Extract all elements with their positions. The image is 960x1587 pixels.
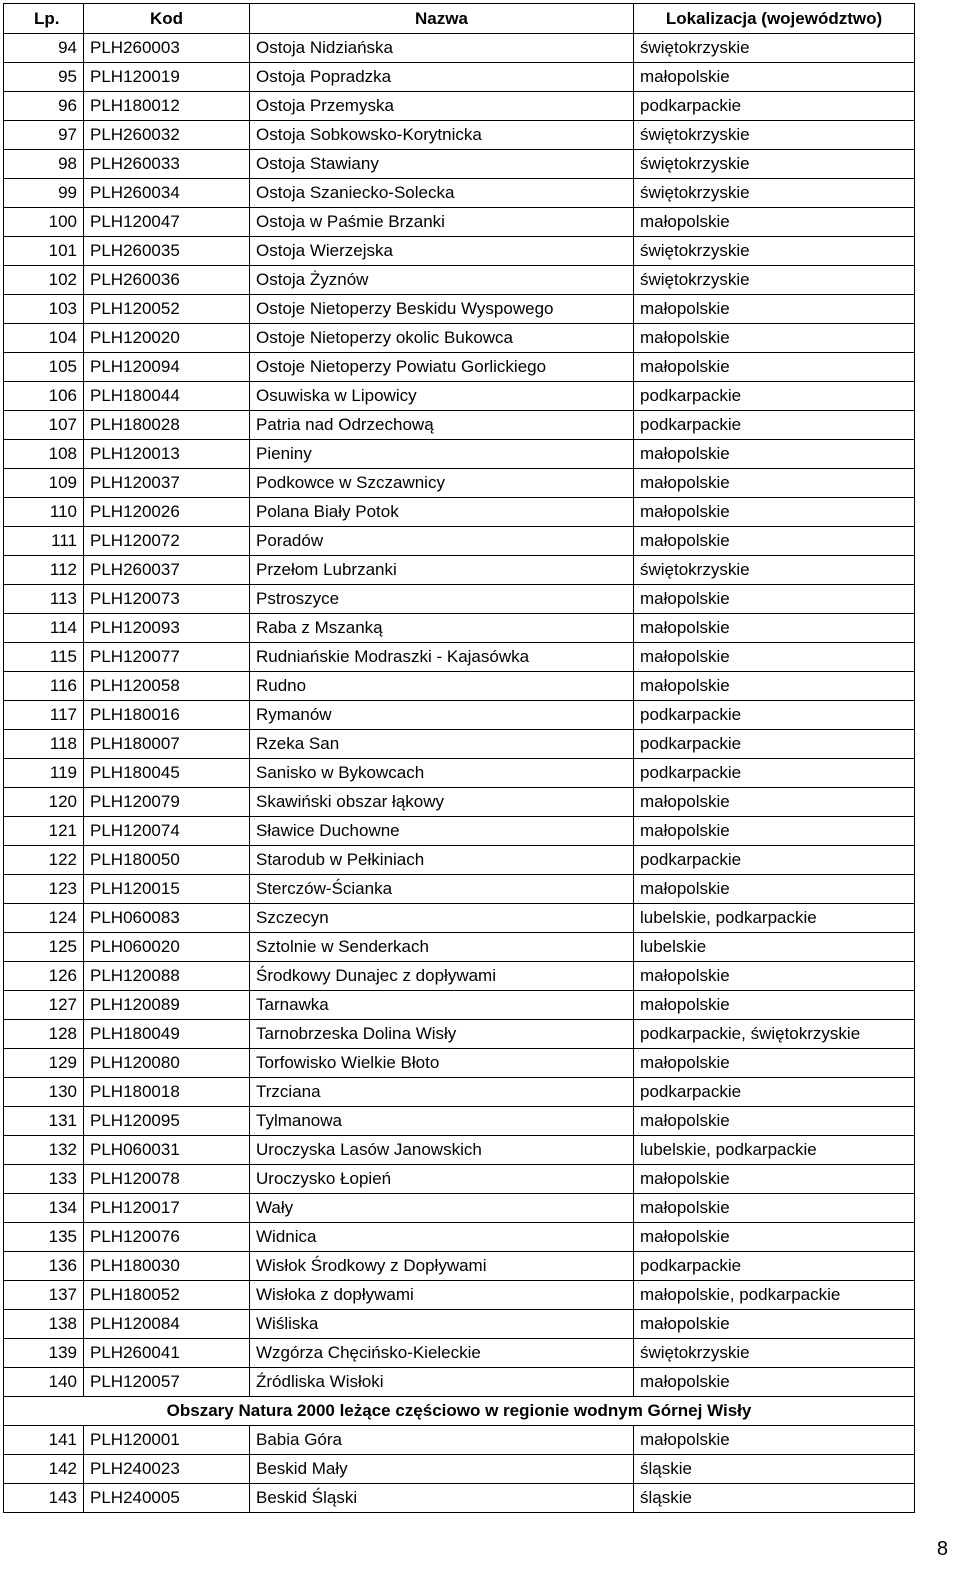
table-row — [4, 817, 915, 846]
table-row — [4, 614, 915, 643]
cell-kod: PLH120026 — [84, 498, 250, 527]
cell-nazwa: Poradów — [250, 527, 634, 556]
cell-lokalizacja: małopolskie — [634, 353, 915, 382]
natura-sites-table — [3, 3, 915, 1513]
cell-nazwa: Przełom Lubrzanki — [250, 556, 634, 585]
cell-lokalizacja: świętokrzyskie — [634, 179, 915, 208]
cell-lp: 114 — [4, 614, 84, 643]
cell-nazwa: Rymanów — [250, 701, 634, 730]
cell-lp: 143 — [4, 1484, 84, 1513]
cell-kod: PLH060083 — [84, 904, 250, 933]
table-row — [4, 1020, 915, 1049]
cell-kod: PLH120088 — [84, 962, 250, 991]
cell-nazwa: Sanisko w Bykowcach — [250, 759, 634, 788]
cell-lp: 133 — [4, 1165, 84, 1194]
table-row — [4, 1310, 915, 1339]
cell-lp: 124 — [4, 904, 84, 933]
cell-nazwa: Ostoja w Paśmie Brzanki — [250, 208, 634, 237]
cell-lokalizacja: śląskie — [634, 1455, 915, 1484]
cell-lp: 101 — [4, 237, 84, 266]
cell-nazwa: Beskid Śląski — [250, 1484, 634, 1513]
cell-lp: 126 — [4, 962, 84, 991]
cell-lp: 135 — [4, 1223, 84, 1252]
cell-nazwa: Wisłok Środkowy z Dopływami — [250, 1252, 634, 1281]
table-row — [4, 266, 915, 295]
cell-lp: 97 — [4, 121, 84, 150]
table-row — [4, 1078, 915, 1107]
cell-lokalizacja: małopolskie — [634, 962, 915, 991]
cell-nazwa: Szczecyn — [250, 904, 634, 933]
section-title: Obszary Natura 2000 leżące częściowo w regionie wodnym Górnej Wisły — [4, 1397, 915, 1426]
cell-lp: 132 — [4, 1136, 84, 1165]
cell-lokalizacja: małopolskie — [634, 63, 915, 92]
cell-nazwa: Rudniańskie Modraszki - Kajasówka — [250, 643, 634, 672]
cell-lp: 98 — [4, 150, 84, 179]
cell-kod: PLH180049 — [84, 1020, 250, 1049]
cell-nazwa: Sterczów-Ścianka — [250, 875, 634, 904]
cell-lokalizacja: małopolskie — [634, 1194, 915, 1223]
table-row — [4, 92, 915, 121]
cell-lokalizacja: małopolskie — [634, 991, 915, 1020]
cell-lokalizacja: świętokrzyskie — [634, 237, 915, 266]
header-nazwa: Nazwa — [250, 4, 634, 34]
cell-kod: PLH120020 — [84, 324, 250, 353]
cell-nazwa: Ostoje Nietoperzy okolic Bukowca — [250, 324, 634, 353]
cell-lokalizacja: śląskie — [634, 1484, 915, 1513]
cell-lp: 107 — [4, 411, 84, 440]
cell-kod: PLH180050 — [84, 846, 250, 875]
cell-kod: PLH260041 — [84, 1339, 250, 1368]
cell-lokalizacja: małopolskie — [634, 324, 915, 353]
cell-nazwa: Tylmanowa — [250, 1107, 634, 1136]
cell-kod: PLH060020 — [84, 933, 250, 962]
cell-lokalizacja: podkarpackie — [634, 701, 915, 730]
table-row — [4, 1368, 915, 1397]
cell-kod: PLH180044 — [84, 382, 250, 411]
cell-kod: PLH260034 — [84, 179, 250, 208]
cell-kod: PLH060031 — [84, 1136, 250, 1165]
cell-lokalizacja: małopolskie — [634, 1426, 915, 1455]
header-kod: Kod — [84, 4, 250, 34]
cell-lp: 102 — [4, 266, 84, 295]
table-row — [4, 556, 915, 585]
table-row — [4, 1426, 915, 1455]
cell-lp: 113 — [4, 585, 84, 614]
table-row — [4, 121, 915, 150]
cell-kod: PLH120077 — [84, 643, 250, 672]
cell-kod: PLH180012 — [84, 92, 250, 121]
cell-kod: PLH120078 — [84, 1165, 250, 1194]
table-row — [4, 63, 915, 92]
table-row — [4, 237, 915, 266]
page-number: 8 — [936, 1538, 948, 1560]
cell-nazwa: Pstroszyce — [250, 585, 634, 614]
cell-lokalizacja: małopolskie — [634, 440, 915, 469]
cell-kod: PLH120057 — [84, 1368, 250, 1397]
table-row — [4, 846, 915, 875]
cell-nazwa: Tarnawka — [250, 991, 634, 1020]
cell-lokalizacja: podkarpackie — [634, 1078, 915, 1107]
cell-lp: 111 — [4, 527, 84, 556]
table-row — [4, 324, 915, 353]
table-row — [4, 382, 915, 411]
table-row — [4, 701, 915, 730]
cell-lp: 128 — [4, 1020, 84, 1049]
cell-lokalizacja: małopolskie — [634, 817, 915, 846]
cell-kod: PLH120095 — [84, 1107, 250, 1136]
cell-kod: PLH260033 — [84, 150, 250, 179]
cell-lokalizacja: małopolskie — [634, 672, 915, 701]
table-row — [4, 933, 915, 962]
cell-lp: 95 — [4, 63, 84, 92]
table-row — [4, 411, 915, 440]
cell-nazwa: Podkowce w Szczawnicy — [250, 469, 634, 498]
cell-lokalizacja: małopolskie — [634, 1049, 915, 1078]
cell-nazwa: Wisłoka z dopływami — [250, 1281, 634, 1310]
cell-nazwa: Rudno — [250, 672, 634, 701]
cell-nazwa: Ostoja Żyznów — [250, 266, 634, 295]
cell-kod: PLH120013 — [84, 440, 250, 469]
header-lp: Lp. — [4, 4, 84, 34]
cell-lp: 129 — [4, 1049, 84, 1078]
cell-lokalizacja: małopolskie — [634, 614, 915, 643]
table-row — [4, 1281, 915, 1310]
cell-lokalizacja: świętokrzyskie — [634, 1339, 915, 1368]
cell-lp: 94 — [4, 34, 84, 63]
cell-lokalizacja: małopolskie — [634, 585, 915, 614]
table-row — [4, 788, 915, 817]
cell-lokalizacja: małopolskie — [634, 469, 915, 498]
cell-lp: 138 — [4, 1310, 84, 1339]
cell-lp: 131 — [4, 1107, 84, 1136]
table-row — [4, 1484, 915, 1513]
cell-lokalizacja: małopolskie — [634, 1368, 915, 1397]
cell-kod: PLH260032 — [84, 121, 250, 150]
cell-kod: PLH120076 — [84, 1223, 250, 1252]
table-row — [4, 1165, 915, 1194]
cell-lp: 121 — [4, 817, 84, 846]
table-row — [4, 585, 915, 614]
table-row — [4, 730, 915, 759]
table-row — [4, 34, 915, 63]
cell-lp: 123 — [4, 875, 84, 904]
cell-nazwa: Patria nad Odrzechową — [250, 411, 634, 440]
table-row — [4, 1049, 915, 1078]
cell-kod: PLH120017 — [84, 1194, 250, 1223]
cell-nazwa: Ostoja Nidziańska — [250, 34, 634, 63]
cell-nazwa: Ostoja Popradzka — [250, 63, 634, 92]
cell-lokalizacja: świętokrzyskie — [634, 34, 915, 63]
table-row — [4, 1339, 915, 1368]
cell-kod: PLH120094 — [84, 353, 250, 382]
cell-lp: 141 — [4, 1426, 84, 1455]
cell-lp: 100 — [4, 208, 84, 237]
cell-lokalizacja: podkarpackie — [634, 759, 915, 788]
cell-kod: PLH180052 — [84, 1281, 250, 1310]
cell-kod: PLH180045 — [84, 759, 250, 788]
cell-lokalizacja: małopolskie — [634, 295, 915, 324]
cell-lp: 119 — [4, 759, 84, 788]
cell-nazwa: Ostoja Sobkowsko-Korytnicka — [250, 121, 634, 150]
cell-nazwa: Skawiński obszar łąkowy — [250, 788, 634, 817]
cell-kod: PLH180018 — [84, 1078, 250, 1107]
cell-kod: PLH120080 — [84, 1049, 250, 1078]
cell-lokalizacja: lubelskie, podkarpackie — [634, 1136, 915, 1165]
table-row — [4, 875, 915, 904]
table-row — [4, 904, 915, 933]
cell-nazwa: Pieniny — [250, 440, 634, 469]
cell-nazwa: Rzeka San — [250, 730, 634, 759]
cell-lp: 104 — [4, 324, 84, 353]
cell-lp: 109 — [4, 469, 84, 498]
table-row — [4, 991, 915, 1020]
table-header-row — [4, 4, 915, 34]
cell-lp: 110 — [4, 498, 84, 527]
cell-nazwa: Środkowy Dunajec z dopływami — [250, 962, 634, 991]
cell-lp: 103 — [4, 295, 84, 324]
cell-lokalizacja: małopolskie, podkarpackie — [634, 1281, 915, 1310]
table-row — [4, 759, 915, 788]
cell-lokalizacja: małopolskie — [634, 1223, 915, 1252]
cell-lp: 130 — [4, 1078, 84, 1107]
table-row — [4, 469, 915, 498]
cell-kod: PLH120052 — [84, 295, 250, 324]
cell-lp: 120 — [4, 788, 84, 817]
cell-nazwa: Starodub w Pełkiniach — [250, 846, 634, 875]
cell-kod: PLH180016 — [84, 701, 250, 730]
cell-kod: PLH180028 — [84, 411, 250, 440]
cell-lp: 139 — [4, 1339, 84, 1368]
cell-lokalizacja: podkarpackie — [634, 411, 915, 440]
cell-lokalizacja: podkarpackie — [634, 730, 915, 759]
cell-kod: PLH180007 — [84, 730, 250, 759]
table-row — [4, 179, 915, 208]
table-row — [4, 1136, 915, 1165]
cell-lp: 105 — [4, 353, 84, 382]
cell-nazwa: Źródliska Wisłoki — [250, 1368, 634, 1397]
cell-lp: 125 — [4, 933, 84, 962]
section-row — [4, 1397, 915, 1426]
cell-nazwa: Sławice Duchowne — [250, 817, 634, 846]
cell-lp: 137 — [4, 1281, 84, 1310]
table-row — [4, 1194, 915, 1223]
cell-nazwa: Wały — [250, 1194, 634, 1223]
cell-nazwa: Sztolnie w Senderkach — [250, 933, 634, 962]
table-row — [4, 1223, 915, 1252]
cell-kod: PLH120072 — [84, 527, 250, 556]
cell-kod: PLH120089 — [84, 991, 250, 1020]
cell-nazwa: Torfowisko Wielkie Błoto — [250, 1049, 634, 1078]
cell-lokalizacja: małopolskie — [634, 875, 915, 904]
cell-lp: 142 — [4, 1455, 84, 1484]
cell-kod: PLH120019 — [84, 63, 250, 92]
cell-lokalizacja: podkarpackie, świętokrzyskie — [634, 1020, 915, 1049]
cell-nazwa: Polana Biały Potok — [250, 498, 634, 527]
cell-lokalizacja: podkarpackie — [634, 92, 915, 121]
table-row — [4, 527, 915, 556]
cell-kod: PLH120079 — [84, 788, 250, 817]
cell-lp: 127 — [4, 991, 84, 1020]
cell-nazwa: Wiśliska — [250, 1310, 634, 1339]
cell-kod: PLH120084 — [84, 1310, 250, 1339]
cell-kod: PLH120037 — [84, 469, 250, 498]
cell-lokalizacja: małopolskie — [634, 1165, 915, 1194]
cell-lokalizacja: lubelskie — [634, 933, 915, 962]
table-row — [4, 1252, 915, 1281]
cell-lp: 106 — [4, 382, 84, 411]
cell-lp: 116 — [4, 672, 84, 701]
table-row — [4, 1455, 915, 1484]
cell-lokalizacja: świętokrzyskie — [634, 150, 915, 179]
cell-kod: PLH120073 — [84, 585, 250, 614]
cell-nazwa: Widnica — [250, 1223, 634, 1252]
cell-lokalizacja: świętokrzyskie — [634, 266, 915, 295]
cell-lokalizacja: małopolskie — [634, 788, 915, 817]
cell-nazwa: Babia Góra — [250, 1426, 634, 1455]
cell-kod: PLH120074 — [84, 817, 250, 846]
cell-kod: PLH260035 — [84, 237, 250, 266]
table-row — [4, 353, 915, 382]
cell-nazwa: Ostoja Przemyska — [250, 92, 634, 121]
table-row — [4, 440, 915, 469]
cell-nazwa: Raba z Mszanką — [250, 614, 634, 643]
cell-kod: PLH120047 — [84, 208, 250, 237]
cell-nazwa: Ostoje Nietoperzy Powiatu Gorlickiego — [250, 353, 634, 382]
cell-lokalizacja: świętokrzyskie — [634, 556, 915, 585]
cell-kod: PLH120058 — [84, 672, 250, 701]
cell-lokalizacja: podkarpackie — [634, 382, 915, 411]
cell-kod: PLH260036 — [84, 266, 250, 295]
cell-kod: PLH180030 — [84, 1252, 250, 1281]
cell-lp: 140 — [4, 1368, 84, 1397]
cell-nazwa: Uroczyska Lasów Janowskich — [250, 1136, 634, 1165]
cell-lokalizacja: małopolskie — [634, 208, 915, 237]
cell-lp: 99 — [4, 179, 84, 208]
cell-lokalizacja: świętokrzyskie — [634, 121, 915, 150]
cell-lp: 96 — [4, 92, 84, 121]
cell-kod: PLH240005 — [84, 1484, 250, 1513]
cell-nazwa: Osuwiska w Lipowicy — [250, 382, 634, 411]
table-row — [4, 208, 915, 237]
cell-nazwa: Tarnobrzeska Dolina Wisły — [250, 1020, 634, 1049]
cell-lp: 122 — [4, 846, 84, 875]
cell-lokalizacja: podkarpackie — [634, 1252, 915, 1281]
cell-lp: 136 — [4, 1252, 84, 1281]
cell-kod: PLH120093 — [84, 614, 250, 643]
cell-lp: 134 — [4, 1194, 84, 1223]
table-row — [4, 1107, 915, 1136]
cell-lokalizacja: podkarpackie — [634, 846, 915, 875]
table-row — [4, 643, 915, 672]
cell-lokalizacja: małopolskie — [634, 1310, 915, 1339]
cell-kod: PLH120001 — [84, 1426, 250, 1455]
table-row — [4, 150, 915, 179]
cell-nazwa: Ostoja Stawiany — [250, 150, 634, 179]
cell-lokalizacja: małopolskie — [634, 643, 915, 672]
cell-lokalizacja: małopolskie — [634, 498, 915, 527]
table-row — [4, 672, 915, 701]
cell-nazwa: Wzgórza Chęcińsko-Kieleckie — [250, 1339, 634, 1368]
cell-kod: PLH260003 — [84, 34, 250, 63]
cell-nazwa: Beskid Mały — [250, 1455, 634, 1484]
cell-nazwa: Ostoja Wierzejska — [250, 237, 634, 266]
cell-lokalizacja: lubelskie, podkarpackie — [634, 904, 915, 933]
table-row — [4, 498, 915, 527]
cell-lokalizacja: małopolskie — [634, 527, 915, 556]
cell-kod: PLH120015 — [84, 875, 250, 904]
table-body — [4, 34, 915, 1513]
header-lokalizacja: Lokalizacja (województwo) — [634, 4, 915, 34]
cell-nazwa: Ostoja Szaniecko-Solecka — [250, 179, 634, 208]
cell-lp: 115 — [4, 643, 84, 672]
cell-lp: 112 — [4, 556, 84, 585]
table-row — [4, 295, 915, 324]
cell-kod: PLH240023 — [84, 1455, 250, 1484]
cell-nazwa: Uroczysko Łopień — [250, 1165, 634, 1194]
cell-nazwa: Trzciana — [250, 1078, 634, 1107]
cell-nazwa: Ostoje Nietoperzy Beskidu Wyspowego — [250, 295, 634, 324]
cell-kod: PLH260037 — [84, 556, 250, 585]
table-row — [4, 962, 915, 991]
cell-lokalizacja: małopolskie — [634, 1107, 915, 1136]
cell-lp: 108 — [4, 440, 84, 469]
cell-lp: 117 — [4, 701, 84, 730]
cell-lp: 118 — [4, 730, 84, 759]
